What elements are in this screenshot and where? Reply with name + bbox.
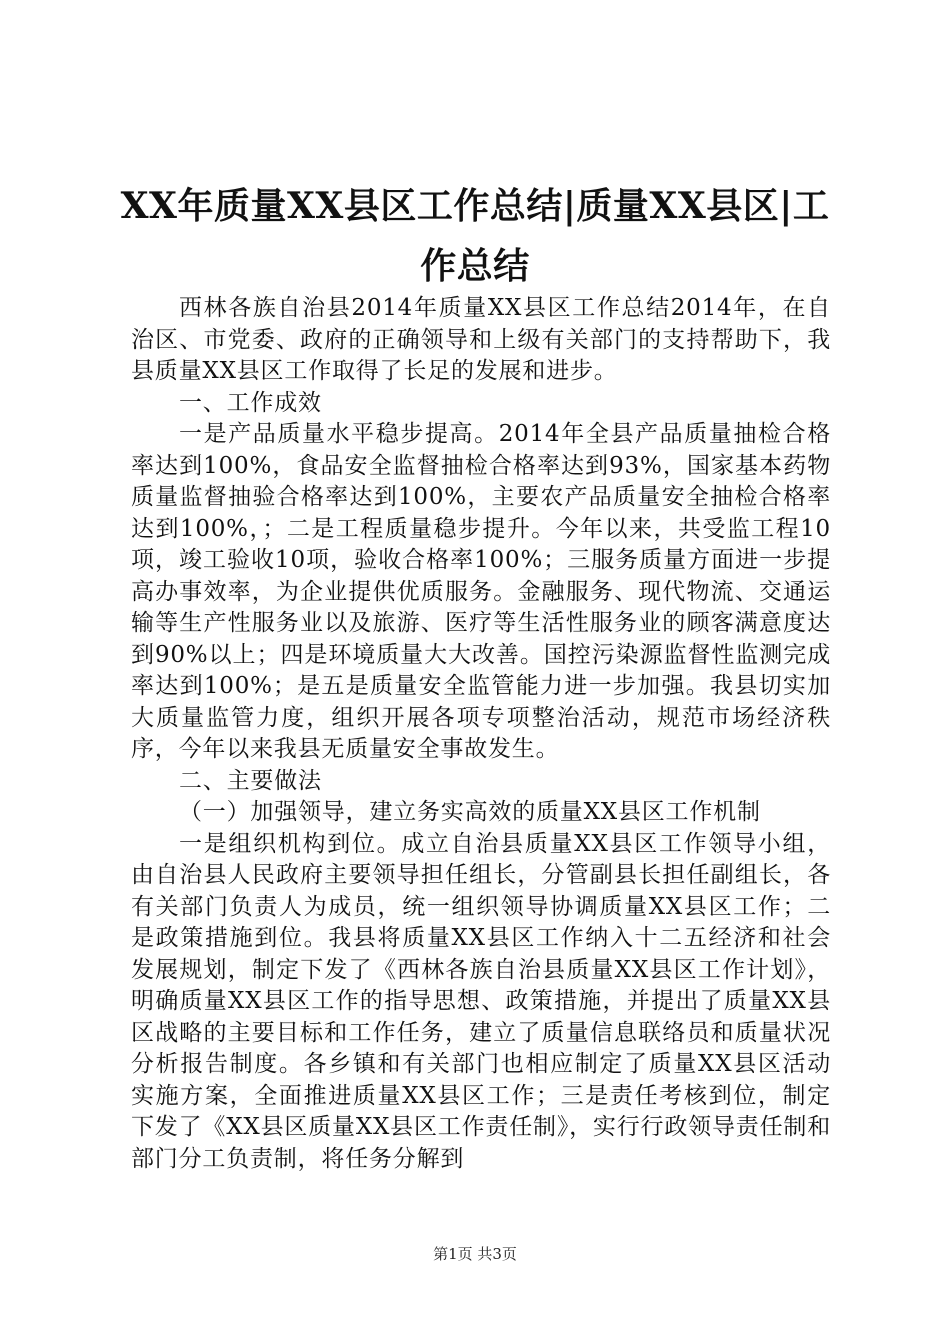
page-footer: 第1页 共3页 [433, 1245, 517, 1263]
paragraph-results: 一是产品质量水平稳步提高。2014年全县产品质量抽检合格率达到100%，食品安全监督抽检合格率达到93%，国家基本药物质量监督抽验合格率达到100%，主要农产品质量安全抽检合格率达到100%，；二是工程质量稳步提升。今年以来，共受监工程10项，竣工验收10项，验收合格率100%；三服务质量方面进一步提高办事效率，为企业提供优质服务。金融服务、现代物流、交通运输等生产性服务业以及旅游、医疗等生活性服务业的顾客满意度达到90%以上；四是环境质量大大改善。国控污染源监督性监测完成率达到100%；是五是质量安全监管能力进一步加强。我县切实加大质量监管力度，组织开展各项专项整治活动，规范市场经济秩序，今年以来我县无质量安全事故发生。 [131, 421, 831, 762]
section-heading-results: 一、工作成效 [179, 389, 322, 416]
paragraph-leadership: 一是组织机构到位。成立自治县质量XX县区工作领导小组，由自治县人民政府主要领导担任组长，分管副县长担任副组长，各有关部门负责人为成员，统一组织领导协调质量XX县区工作；二是政策措施到位。我县将质量XX县区工作纳入十二五经济和社会发展规划，制定下发了《西林各族自治县质量XX县区工作计划》，明确质量XX县区工作的指导思想、政策措施，并提出了质量XX县区战略的主要目标和工作任务，建立了质量信息联络员和质量状况分析报告制度。各乡镇和有关部门也相应制定了质量XX县区活动实施方案，全面推进质量XX县区工作；三是责任考核到位，制定下发了《XX县区质量XX县区工作责任制》，实行行政领导责任制和部门分工负责制，将任务分解到 [131, 830, 831, 1172]
document-title: XX年质量XX县区工作总结|质量XX县区|工作总结 [120, 185, 830, 287]
paragraph-intro: 西林各族自治县2014年质量XX县区工作总结2014年，在自治区、市党委、政府的正确领导和上级有关部门的支持帮助下，我县质量XX县区工作取得了长足的发展和进步。 [131, 295, 831, 384]
document-body [131, 293, 831, 1175]
subsection-heading-leadership: （一）加强领导，建立务实高效的质量XX县区工作机制 [179, 799, 761, 825]
section-heading-methods: 二、主要做法 [179, 767, 322, 794]
